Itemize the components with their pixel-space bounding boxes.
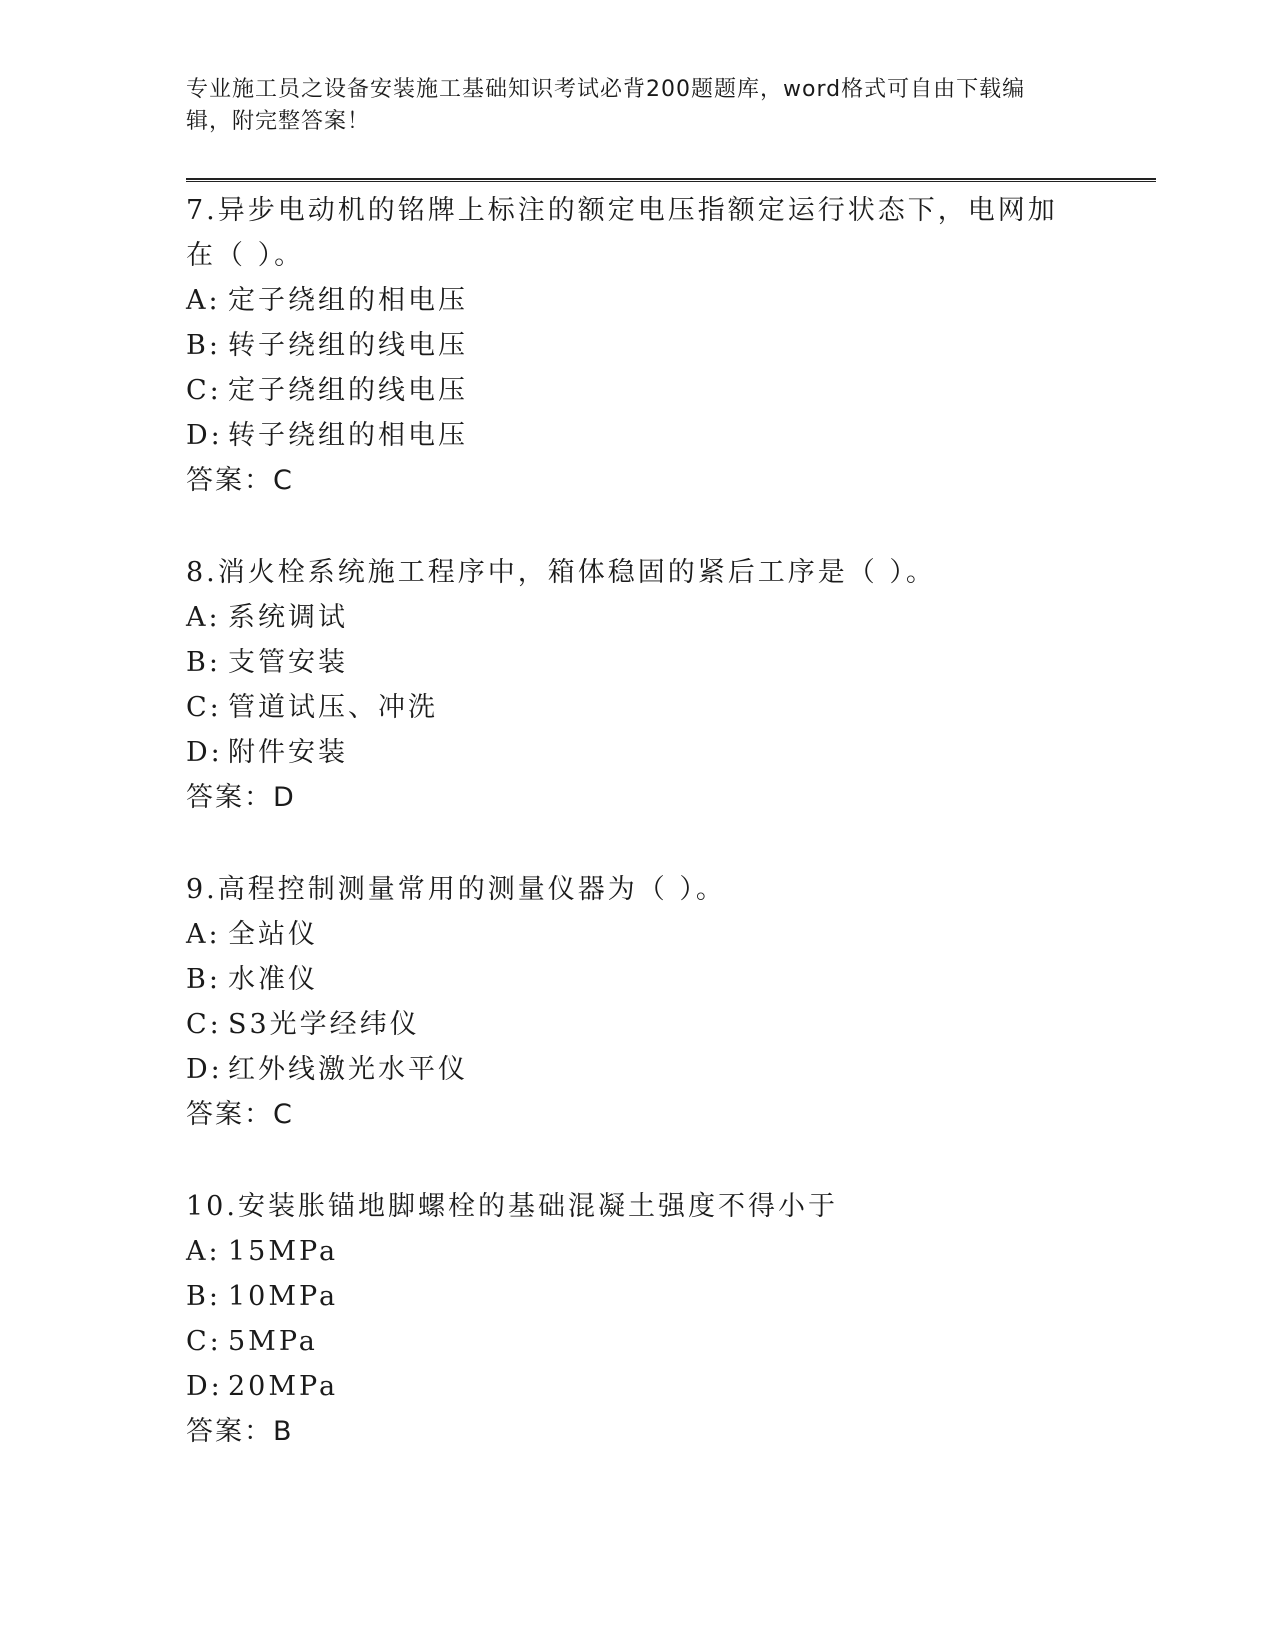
option-text: 20MPa xyxy=(228,1371,339,1402)
option-c xyxy=(186,1002,1156,1047)
option-letter: D: xyxy=(186,1054,223,1085)
option-letter: A: xyxy=(186,919,221,950)
option-letter: B: xyxy=(186,964,221,995)
option-letter: D: xyxy=(186,737,223,768)
option-b xyxy=(186,1274,1156,1319)
option-text: 转子绕组的线电压 xyxy=(228,330,468,361)
option-b xyxy=(186,323,1156,368)
option-b xyxy=(186,640,1156,685)
answer-line: 答案：B xyxy=(186,1416,294,1447)
option-a xyxy=(186,912,1156,957)
document-header: 专业施工员之设备安装施工基础知识考试必背200题题库，word格式可自由下载编辑，附完整答案！ xyxy=(186,77,1026,134)
option-text: 10MPa xyxy=(228,1281,339,1312)
option-d xyxy=(186,1364,1156,1409)
option-b xyxy=(186,957,1156,1002)
question-10 xyxy=(186,1184,1156,1454)
option-text: 全站仪 xyxy=(228,919,318,950)
question-text: 7.异步电动机的铭牌上标注的额定电压指额定运行状态下，电网加在（ ）。 xyxy=(186,195,1058,271)
option-d xyxy=(186,1047,1156,1092)
option-text: 管道试压、冲洗 xyxy=(228,692,438,723)
option-a xyxy=(186,1229,1156,1274)
question-text: 10.安装胀锚地脚螺栓的基础混凝土强度不得小于 xyxy=(186,1191,838,1222)
option-c xyxy=(186,1319,1156,1364)
option-text: 支管安装 xyxy=(228,647,348,678)
question-text: 9.高程控制测量常用的测量仪器为（ ）。 xyxy=(186,874,726,905)
option-letter: D: xyxy=(186,1371,223,1402)
option-text: 附件安装 xyxy=(228,737,348,768)
answer-line: 答案：C xyxy=(186,465,294,496)
answer-line: 答案：D xyxy=(186,782,296,813)
option-text: 15MPa xyxy=(228,1236,339,1267)
option-a xyxy=(186,278,1156,323)
option-text: 红外线激光水平仪 xyxy=(228,1054,468,1085)
option-letter: C: xyxy=(186,1009,222,1040)
option-letter: B: xyxy=(186,330,221,361)
option-d xyxy=(186,730,1156,775)
option-text: 水准仪 xyxy=(228,964,318,995)
option-c xyxy=(186,368,1156,413)
question-text: 8.消火栓系统施工程序中，箱体稳固的紧后工序是（ ）。 xyxy=(186,557,936,588)
option-letter: D: xyxy=(186,420,223,451)
option-d xyxy=(186,413,1156,458)
header-divider xyxy=(186,178,1156,182)
option-letter: C: xyxy=(186,692,222,723)
question-9 xyxy=(186,867,1156,1137)
option-letter: B: xyxy=(186,1281,221,1312)
question-list xyxy=(186,188,1156,1501)
option-text: 定子绕组的线电压 xyxy=(228,375,468,406)
option-c xyxy=(186,685,1156,730)
answer-line: 答案：C xyxy=(186,1099,294,1130)
option-text: 转子绕组的相电压 xyxy=(228,420,468,451)
option-letter: A: xyxy=(186,1236,221,1267)
option-a xyxy=(186,595,1156,640)
question-7 xyxy=(186,188,1156,503)
option-text: S3光学经纬仪 xyxy=(228,1009,420,1040)
option-text: 系统调试 xyxy=(228,602,348,633)
option-text: 定子绕组的相电压 xyxy=(228,285,468,316)
option-letter: B: xyxy=(186,647,221,678)
option-letter: A: xyxy=(186,602,221,633)
option-letter: C: xyxy=(186,1326,222,1357)
option-letter: A: xyxy=(186,285,221,316)
question-8 xyxy=(186,550,1156,820)
option-text: 5MPa xyxy=(228,1326,318,1357)
option-letter: C: xyxy=(186,375,222,406)
